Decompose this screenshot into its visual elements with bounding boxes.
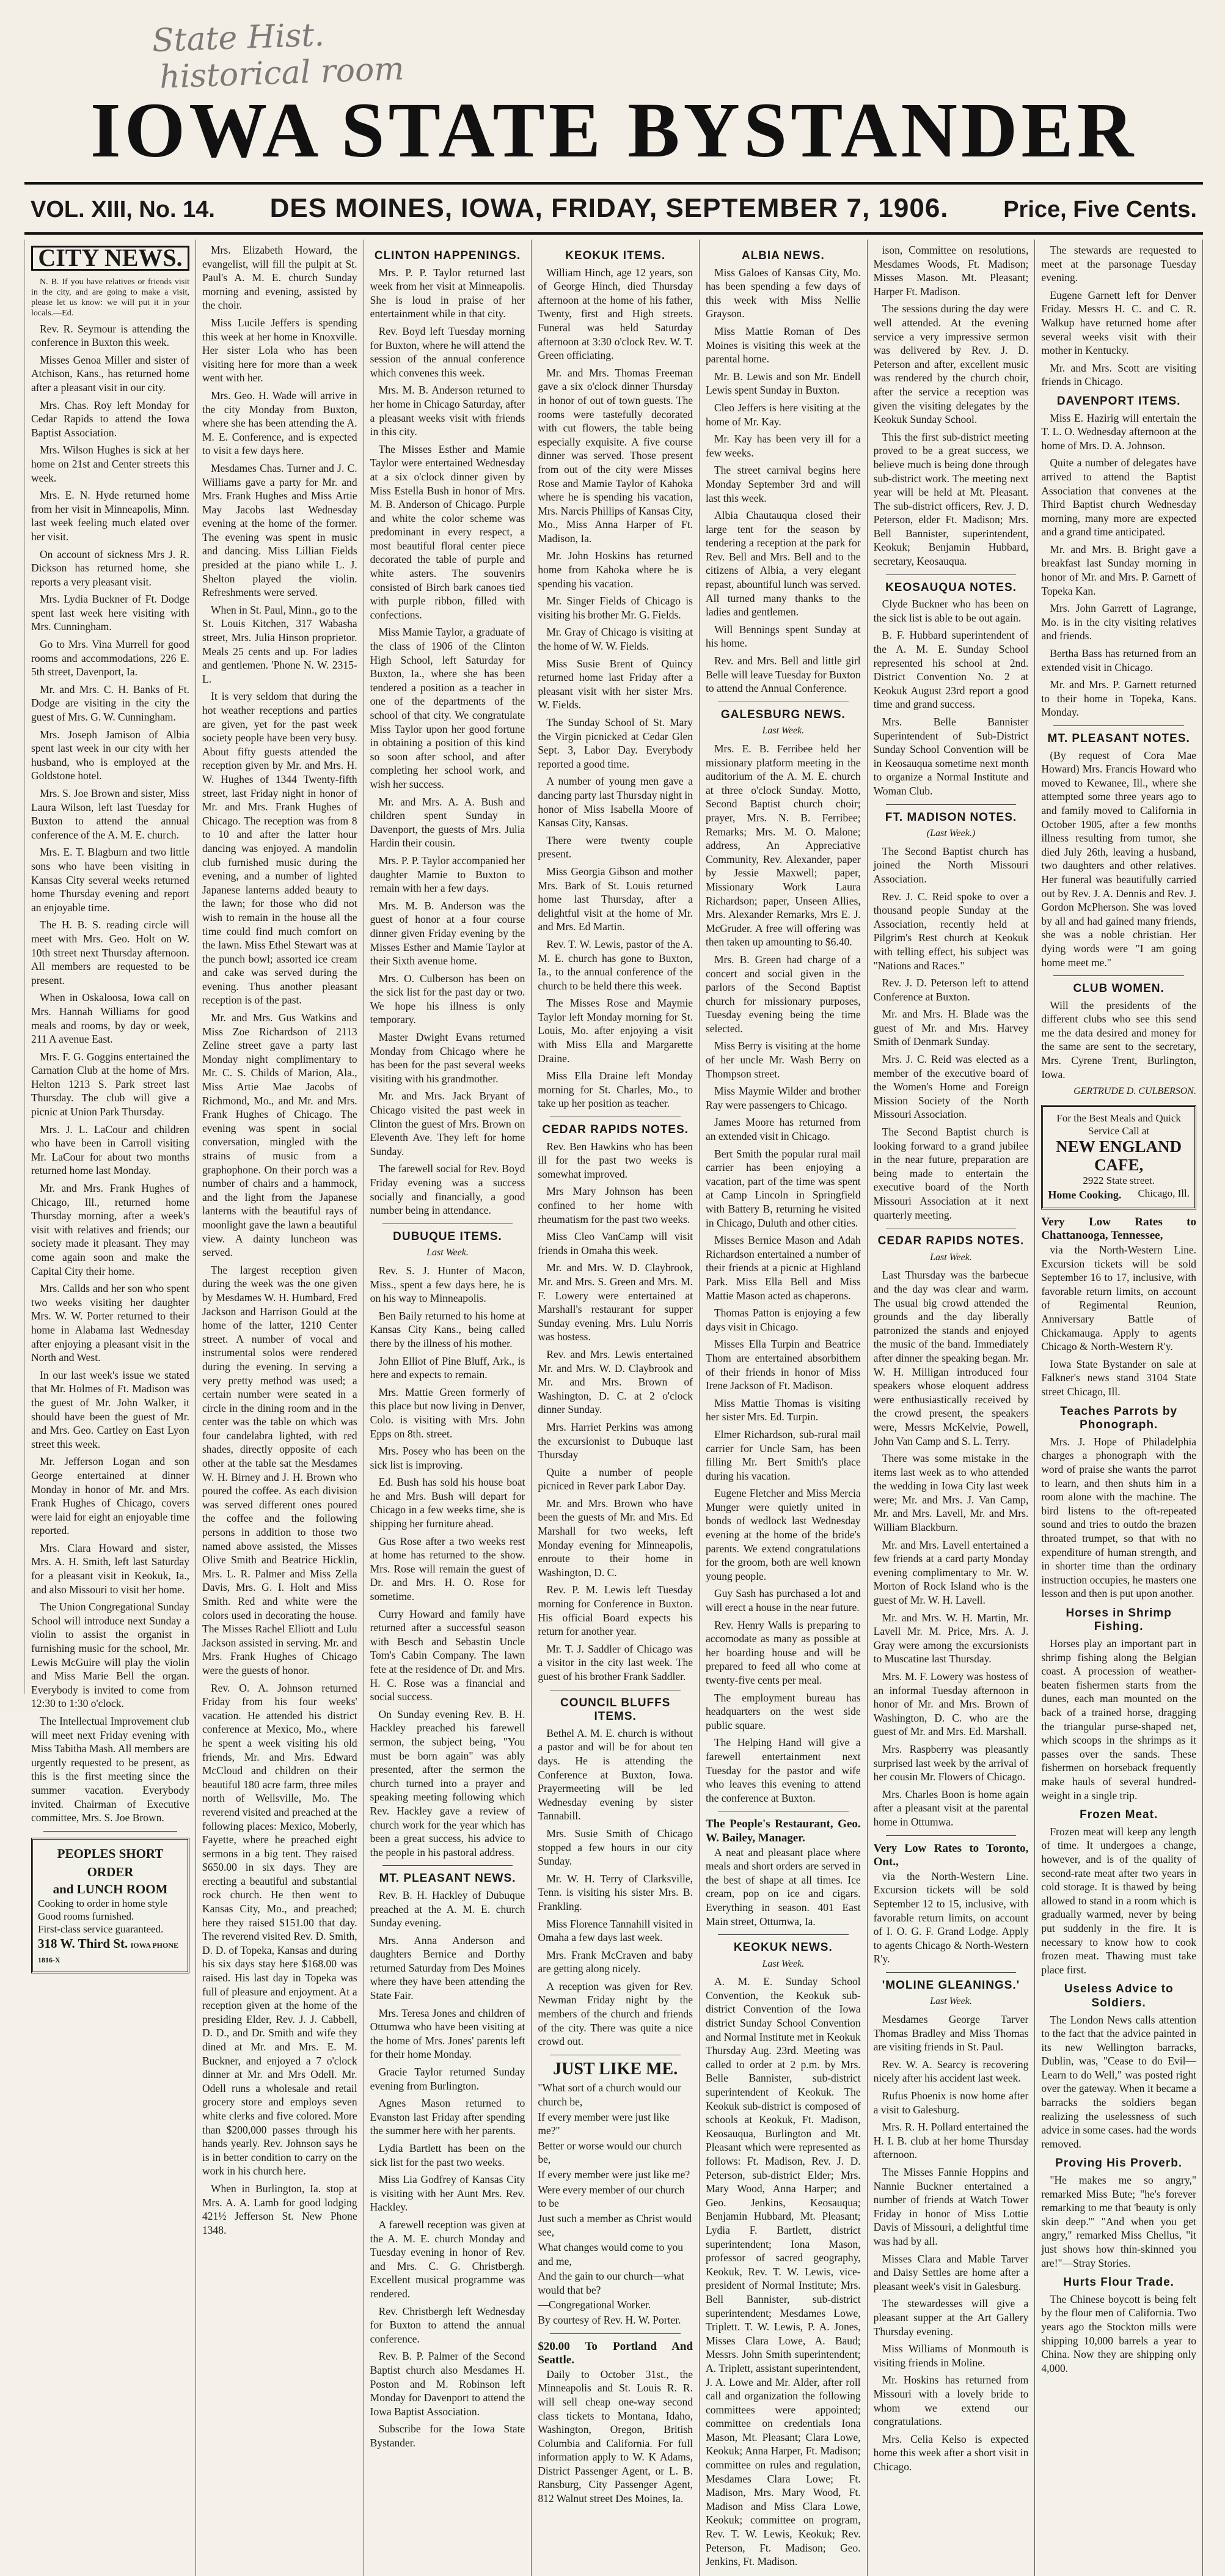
news-item: Rev. B. P. Palmer of the Second Baptist church also Mesdames H. Poston and M. Robinson left Monday for Davenport to attend the Iowa Baptist Association. <box>370 2350 525 2418</box>
dubuque-list <box>370 1264 525 1859</box>
news-item: Will the presidents of the different clubs who see this send me the data desired and money for the same are sent to the secretary, Mrs. Cyrene Trent, Burlington, Iowa. <box>1041 999 1196 1081</box>
club-signature: GERTRUDE D. CULBERSON. <box>1073 1086 1196 1097</box>
news-item: The Misses Esther and Mamie Taylor were entertained Wednesday at a six o'clock dinner given by Miss Estella Bush in honor of Mrs. M. B. Anderson of Chicago. Purple and white the color scheme was predominant in every respect, a most beautiful floral center piece decorated the table of purple and white asters. The souvenirs consisted of Birch bark canoes tied with purple ribbon, filled with confections. <box>370 442 525 621</box>
news-item: Mr. B. Lewis and son Mr. Endell Lewis spent Sunday in Buxton. <box>705 370 861 397</box>
news-item: Mr. Kay has been very ill for a few weeks. <box>705 433 861 459</box>
news-item: Master Dwight Evans returned Monday from Chicago where he has been for the past several weeks visiting with his grandmother. <box>370 1031 525 1085</box>
proverb-text: "He makes me so angry," remarked Miss Bute; "he's forever remarking to me that 'beauty is only skin deep.'" "And when you get angry," remarked Miss Chellus, "it just shows how thin-skinned you are!"—Stray Stories. <box>1041 2174 1196 2269</box>
news-item: The Union Congregational Sunday School will introduce next Sunday a violin to assist the organist in furnishing music for the school, Mr. Lewis McGuire will play the violin and Miss Marie Bell the organ. Everybody is invited to come from 12:30 to 1:30 o'clock. <box>31 1601 189 1710</box>
news-item: Mr. and Mrs. W. D. Claybrook, Mr. and Mrs. S. Green and Mrs. M. F. Lowery were entertained at Marshall's restaurant for supper Sunday evening. Mrs. Lulu Norris was hostess. <box>538 1261 693 1343</box>
news-item: Miss Mattie Roman of Des Moines is visiting this week at the parental home. <box>705 325 861 365</box>
news-item: And the gain to our church—what would that be? <box>538 2270 684 2296</box>
clinton-list <box>370 266 525 1217</box>
news-item: B. F. Hubbard superintendent of the A. M. E. Sunday School represented his school at 2nd. District Convention No. 2 at Keokuk August 23rd report a good time and grand success. <box>873 629 1029 711</box>
frozen-meat-heading: Frozen Meat. <box>1080 1808 1158 1822</box>
news-item: Go to Mrs. Vina Murrell for good rooms and accommodations, 226 E. 5th street, Davenport, Ia. <box>31 638 189 678</box>
news-item: Rev. Christbergh left Wednesday for Buxton to attend the annual conference. <box>370 2305 525 2345</box>
news-item: Better or worse would our church be, <box>538 2139 682 2166</box>
council-bluffs-heading: COUNCIL BLUFFS ITEMS. <box>560 1696 671 1723</box>
shrimp-heading: Horses in Shrimp Fishing. <box>1066 1606 1172 1634</box>
news-item: Mrs. Geo. H. Wade will arrive in the city Monday from Buxton, where she has been attending the A. M. E. Conference, and is expected to visit a few days here. <box>202 389 357 457</box>
news-item: Rev. J. C. Reid spoke to over a thousand people Sunday at the Association, recently held at Pilgrim's Rest church at Keokuk with telling effect, his subject was "Nations and Races." <box>873 890 1029 972</box>
mt-pleasant-news-list <box>370 1888 525 2450</box>
news-item: Clyde Buckner who has been on the sick list is able to be out again. <box>873 598 1029 624</box>
news-item: ison, Committee on resolutions, Mesdames Woods, Ft. Madison; Misses Mason. Mt. Pleasant; Harper Ft. Madison. <box>873 244 1029 298</box>
news-item: A farewell reception was given at the A. M. E. church Monday and Tuesday evening in honor of Rev. and Mrs. C. G. Christbergh. Excellent musical programme was rendered. <box>370 2218 525 2300</box>
news-item: "What sort of a church would our church be, <box>538 2082 681 2108</box>
news-item: When in Oskaloosa, Iowa call on Mrs. Hannah Williams for good meals and rooms, by day or week, 211 A avenue East. <box>31 991 189 1046</box>
news-item: The stewards are requested to meet at the parsonage Tuesday evening. <box>1041 244 1196 284</box>
handwriting-line-2: historical room <box>159 50 405 96</box>
poem-lines <box>538 2081 693 2327</box>
news-item: This the first sub-district meeting proved to be a great success, we believe much is being done through sub-district work. The meeting next year will be held at Mt. Pleasant. The sub-district officers, Rev. J. D. Peterson, elder Ft. Madison; Mrs. Bell Bannister, superintendent, Keokuk; Benjamin Hubbard, secretary, Keosauqua. <box>873 430 1029 568</box>
divider <box>886 804 1017 805</box>
ad-line-1: PEOPLES SHORT ORDER <box>57 1846 164 1879</box>
news-item: Just such a member as Christ would see, <box>538 2212 692 2239</box>
news-item: The stewardesses will give a pleasant supper at the Art Gallery Thursday evening. <box>873 2297 1029 2338</box>
news-item: Mrs. F. G. Goggins entertained the Carnation Club at the home of Mrs. Helton 1213 S. Park street last Thursday. The club will give a picnic at Union Park Thursday. <box>31 1050 189 1118</box>
news-item: Rev. B. H. Hackley of Dubuque preached at the A. M. E. church Sunday evening. <box>370 1888 525 1929</box>
news-item: Misses Bernice Mason and Adah Richardson entertained a number of their friends at a picnic at Highland Park. Miss Ella Bell and Miss Mattie Mason acted as chaperons. <box>705 1234 861 1302</box>
keokuk-news-subheading: Last Week. <box>762 1958 805 1969</box>
keokuk-news-list <box>706 1975 861 2569</box>
news-item: Miss Galoes of Kansas City, Mo. has been spending a few days of this week with Miss Nellie Grayson. <box>705 266 861 320</box>
place-and-date: DES MOINES, IOWA, FRIDAY, SEPTEMBER 7, 1906. <box>269 193 949 223</box>
news-item: Ben Baily returned to his home at Kansas City Kans., being called there by the illness of his mother. <box>370 1309 525 1349</box>
news-item: Mr. and Mrs. Frank Hughes of Chicago, Ill., returned home Thursday morning, after a week's visit with relatives and friends; our society made it pleasant. They may come again soon and make the Capital City their home. <box>31 1182 189 1277</box>
news-item: Miss Ella Draine left Monday morning for St. Charles, Mo., to take up her position as teacher. <box>538 1070 693 1110</box>
handwritten-annotation <box>152 14 405 96</box>
news-item: Misses Clara and Mable Tarver and Daisy Settles are home after a pleasant week's visit in Galesburg. <box>873 2252 1029 2292</box>
news-item: Mr. Hoskins has returned from Missouri with a lovely bride to whom we extend our congratulations. <box>873 2374 1029 2428</box>
parrots-text: Mrs. J. Hope of Philadelphia charges a phonograph with the word of praise she wants the parrot to learn, and then shuts him in a room alone with the machine. The bird listens to the oft-repeated sound and tries to outdo the brazen throated trumpet, so that with no expenditure of human strength, and in shorter time than the ordinary instruction occupies, he masters one lesson and then is put upon another. <box>1041 1435 1196 1600</box>
news-item: Mrs. Chas. Roy left Monday for Cedar Rapids to attend the Iowa Baptist Association. <box>31 398 189 439</box>
columns-container <box>24 240 1203 2568</box>
news-item: Rev. J. D. Peterson left to attend Conference at Buxton. <box>873 977 1029 1003</box>
cedar-rapids-notes-list <box>874 1268 1029 1829</box>
news-item: Mrs. E. T. Blagburn and two little sons who have been visiting in Kansas City several weeks returned home Thursday evening and report an enjoyable time. <box>31 846 189 914</box>
news-item: Mrs. Lydia Buckner of Ft. Dodge spent last week here visiting with Mrs. Cunningham. <box>31 593 189 633</box>
keokuk-news-heading: KEOKUK NEWS. <box>733 1941 833 1954</box>
news-item: The street carnival begins here Monday September 3rd and will last this week. <box>705 464 861 504</box>
news-item: Mrs. Frank McCraven and baby are getting along nicely. <box>538 1948 693 1975</box>
council-bluffs-list <box>538 1727 693 2049</box>
news-item: Rufus Phoenix is now home after a visit to Galesburg. <box>873 2090 1029 2116</box>
news-item: Mrs. Harriet Perkins was among the excursionist to Dubuque last Thursday <box>538 1420 693 1461</box>
column-7 <box>1035 240 1203 2576</box>
clinton-heading: CLINTON HAPPENINGS. <box>374 249 521 262</box>
news-item: Mrs. M. B. Anderson returned to her home in Chicago Saturday, after a pleasant weeks visit with friends in this city. <box>370 384 525 438</box>
news-item: Albia Chautauqua closed their large tent for the season by tendering a reception at the park for Rev. Bell and Mrs. Bell and to the citizens of Albia, a very elegant repast, abountiful lunch was served. All turned many thanks to the ladies and gentlemen. <box>705 509 861 618</box>
news-item: Mrs. J. C. Reid was elected as a member of the executive board of the Women's Home and Foreign Mission Society of the North Missouri Association. <box>873 1053 1029 1121</box>
news-item: Miss Mamie Taylor, a graduate of the class of 1906 of the Clinton High School, left Saturday for Buxton, Ia., where she has been tendered a position as a teacher in one of the departments of the school of that city. We congratulate Miss Taylor upon her good fortune in obtaining a position of this kind so soon after school, and after completing her school work, and wish her success. <box>370 626 525 790</box>
news-item: Mrs. S. Joe Brown and sister, Miss Laura Wilson, left last Tuesday for Buxton to attend the annual conference of the A. M. E. church. <box>31 787 189 841</box>
news-item: Rev. P. M. Lewis left Tuesday morning for Conference in Buxton. His official Board expects his return for another year. <box>538 1583 693 1638</box>
news-item: Miss Maymie Wilder and brother Ray were passengers to Chicago. <box>705 1085 861 1111</box>
news-item: Mrs. R. H. Pollard entertained the H. I. B. club at her home Thursday afternoon. <box>873 2121 1029 2161</box>
news-item: Elmer Richardson, sub-rural mail carrier for Uncle Sam, has been filling Mr. Bert Smith's place during his vacation. <box>705 1428 861 1482</box>
keokuk-items-list <box>538 266 693 1110</box>
news-item: (By request of Cora Mae Howard) Mrs. Francis Howard who moved to Kewanee, Ill., where she attempted some three years ago to and family moved to California in October 1905, after a few months illness resulting from tumor, she died July 26th, leaving a husband, two daughters and other relatives. Her funeral was beautifully carried out by Rev. J. A. Dennis and Rev. J. Gordon McPherson. She was loved by all and had gained many friends, she was a noble christian. Her dying words were "I am going home meet me." <box>1041 749 1196 969</box>
news-item: Rev. T. W. Lewis, pastor of the A. M. E. church has gone to Buxton, Ia., to the annual conference of the church to be held there this week. <box>538 938 693 992</box>
cedar-rapids-heading: CEDAR RAPIDS NOTES. <box>542 1123 689 1137</box>
news-item: Mr. and Mrs. P. Garnett returned to their home in Topeka, Kans. Monday. <box>1041 678 1196 719</box>
news-item: Lydia Bartlett has been on the sick list for the past two weeks. <box>370 2142 525 2168</box>
news-item: If every member were just like me?" <box>538 2110 670 2137</box>
ad-line-3: Cooking to order in home style <box>38 1897 168 1909</box>
divider <box>886 1972 1017 1973</box>
news-item: Quite a number of delegates have arrived to attend the Baptist Association that convenes at the Third Baptist church Wednesday morning, many more are expected and a grand time anticipated. <box>1041 457 1196 538</box>
chattanooga-rates-text: via the North-Western Line. Excursion tickets will be sold September 16 to 17, inclusive, with favorable return limits, on account of Regimental Reunion, Anniversary Battle of Chickamauga. Apply to agents Chicago & North-Western R'y. <box>1041 1244 1196 1353</box>
news-item: Mrs. J. L. LaCour and children who have been in Carroll visiting Mr. LaCour for about two months returned home last Monday. <box>31 1123 189 1177</box>
news-item: Mesdames George Tarver Thomas Bradley and Miss Thomas are visiting friends in St. Paul. <box>873 2013 1029 2053</box>
news-item: The Misses Rose and Maymie Taylor left Monday morning for St. Louis, Mo. after enjoying a visit with Miss Ella and Margarette Draine. <box>538 997 693 1065</box>
news-item: Mrs. Mattie Green formerly of this place but now living in Denver, Colo. is visiting with Mrs. John Epps on 8th. street. <box>370 1385 525 1440</box>
masthead-title: IOWA STATE BYSTANDER <box>90 87 1138 174</box>
news-item: It is very seldom that during the hot weather receptions and parties are given, yet for the past week society people have been very busy. About fifty guests attended the reception given by Mr. and Mrs. H. W. Hughes of 1344 Twenty-fifth street, last Friday night in honor of Mr. and Mrs. Frank Hughes of Chicago. The reception was from 8 to 10 and after the latter hour dancing was enjoyed. A mandolin club furnished music during the evening, and a number of lighted Japanese lanterns added beauty to the lawn; for those who did not wish to remain in the house all the time could find much comfort on the lawn. Miss Ethel Stewart was at the punch bowl; assorted ice cream and cake was served during the evening. Thus another pleasant reception is of the past. <box>202 690 357 1007</box>
news-item: Miss E. Hazirig will entertain the T. L. O. Wednesday afternoon at the home of Mrs. D. A. Johnson. <box>1041 411 1196 452</box>
news-item: Mr. and Mrs. Jack Bryant of Chicago visited the past week in Clinton the guest of Mrs. Brown on Eleventh Ave. They left for home Sunday. <box>370 1090 525 1158</box>
flour-text: The Chinese boycott is being felt by the flour men of California. Two years ago the Stockton mills were shipping 10,000 barrels a year to China. Now they are shipping only 4,000. <box>1041 2292 1196 2374</box>
keosauqua-heading: KEOSAUQUA NOTES. <box>885 581 1017 594</box>
news-item: The Misses Fannie Hoppins and Nannie Buckner entertained a number of friends at Watch Tower Friday in honor of Miss Lottie Davis of Missouri, a delightful time was had by all. <box>873 2166 1029 2247</box>
news-item: Miss Susie Brent of Quincy returned home last Friday after a pleasant visit with her sister Mrs. W. Fields. <box>538 657 693 711</box>
news-item: Rev. and Mrs. Lewis entertained Mr. and Mrs. W. D. Claybrook and Mr. and Mrs. Brown of Washington, D. C. at 2 o'clock dinner Sunday. <box>538 1348 693 1416</box>
news-item: Last Thursday was the barbecue and the day was clear and warm. The usual big crowd attended the grounds and the day liberally patronized the stands and enjoyed the music of the band. Immediately after dinner the speaking began. Mr. W. H. Milligan introduced four speakers whose eloquent address were enthusiastically received by the crowd present, the speakers were, Messrs McKelvie, Powell, John Van Camp and S. L. Terry. <box>873 1269 1029 1447</box>
ad-line-4: Good rooms furnished. <box>38 1910 134 1922</box>
news-item: On Sunday evening Rev. B. H. Hackley preached his farewell sermon, the subject being, "You must be born again" was ably presented, after the sermon the church turned into a prayer and speaking meeting following which Rev. Hackley gave a review of church work for the year which has been a great success, his advice to the people in his pastoral address. <box>370 1708 525 1859</box>
news-item: Rev. O. A. Johnson returned Friday from his four weeks' vacation. He attended his district conference at Mexico, Mo., where he spent a week visiting his old friends, Mr. and Mrs. Edward McCloud and children on their beautiful 180 acre farm, three miles north of Wellsville, Mo. The reverend visited and preached at the following places: Mexico, Moberly, Fayette, where he preached eight sermons in a big tent. They raised $650.00 in six days. They are erecting a beautiful and substantial rock church. He then went to Kansas City, Mo., and preached; here they raised $151.00 that day. The reverend visited Rev. D. Smith, D. D. of Topeka, Kansas and during his six days stay here $168.00 was raised. His last day in Topeka was full of pleasure and enjoyment. At a reception given at the home of the presiding Elder, Rev. J. J. Cabbell, D. D., and Dr. Smith and wife they dined at Mr. and Mrs. E. M. Buckner, and enjoyed a 7 o'clock dinner at Mr. and Mrs Odell. Mr. Odell runs a wholesale and retail grocery store and employs seven white clerks and five colored. More than $200,000 passes through his hands yearly. Rev. Johnson says he is in better condition to carry on the work in his church here. <box>202 1681 357 2178</box>
news-item: Quite a number of people picniced in Rever park Labor Day. <box>538 1466 693 1492</box>
news-item: The Second Baptist church has joined the North Missouri Association. <box>873 845 1029 885</box>
divider <box>1053 975 1184 976</box>
news-item: Mr. and Mrs. Gus Watkins and Miss Zoe Richardson of 2113 Zeline street gave a party last Monday night complimentary to Mr. C. S. Childs of Marion, Ala., Miss Artie Mae Jacobs of Richmond, Mo., and Mr. and Mrs. Frank Hughes of Chicago. The evening was spent in social conversation, mingled with the strains of music from a graphophone. On their porch was a number of chairs and a hammock, and the light from the Japanese lanterns with the beautiful rays of moonlight gave the lawn a beautiful view. A dainty luncheon was served. <box>202 1011 357 1259</box>
divider <box>718 1934 849 1935</box>
ft-madison-subheading: (Last Week.) <box>926 828 976 839</box>
news-item: Mrs. M. B. Anderson was the guest of honor at a four course dinner given Friday evening by the Misses Esther and Mamie Taylor at their Sixth avenue home. <box>370 899 525 967</box>
sale-notice: Iowa State Bystander on sale at Falkner's news stand 3104 State street Chicago, Ill. <box>1041 1357 1196 1398</box>
news-item: Miss Williams of Monmouth is visiting friends in Moline. <box>873 2343 1029 2369</box>
news-item: Rev. R. Seymour is attending the conference in Buxton this week. <box>31 322 189 349</box>
news-item: Misses Ella Turpin and Beatrice Thom are entertained absorbithem of their friends in honor of Miss Irene Jackson of Ft. Madison. <box>705 1338 861 1392</box>
proverb-heading: Proving His Proverb. <box>1055 2157 1183 2170</box>
ad-line-6: 318 W. Third St. <box>38 1936 128 1951</box>
news-item: Rev. Boyd left Tuesday morning for Buxton, where he will attend the session of the annual conference which convenes this week. <box>370 325 525 379</box>
news-item: Were every member of our church to be <box>538 2183 685 2210</box>
news-item: Mr. and Mrs. Thomas Freeman gave a six o'clock dinner Thursday in honor of out of town guests. The rooms were tastefully decorated with cut flowers, the table being especially exquisite. A five course dinner was served. Those present from out of the city were Misses Rose and Mamie Taylor of Kahoka where he is spending his vacation, Mrs. Narcis Phillips of Kansas City, Mo., Miss Anna Harper of Ft. Madison, Ia. <box>538 366 693 545</box>
news-item: Mr. and Mrs. Lavell entertained a few friends at a card party Monday evening complimentary to Mr. W. Morton of Rock Island who is the guest of Mr. W. H. Lavell. <box>873 1538 1029 1607</box>
news-item: Mrs. E. N. Hyde returned home from her visit in Minneapolis, Minn. last week feeling much elated over her visit. <box>31 489 189 543</box>
ad-line-5: First-class service guaranteed. <box>38 1923 164 1935</box>
divider <box>43 1831 177 1832</box>
editor-notice: N. B. If you have relatives or friends visit in the city, and are going to make a visit, please let us know: we will put it in your locals.—Ed. <box>31 277 189 318</box>
news-item: Misses Genoa Miller and sister of Atchison, Kans., has returned home after a pleasant visit in our city. <box>31 353 189 394</box>
news-item: Gracie Taylor returned Sunday evening from Burlington. <box>370 2066 525 2092</box>
news-item: By courtesy of Rev. H. W. Porter. <box>538 2313 681 2326</box>
news-item: Mr. and Mrs. H. Blade was the guest of Mr. and Mrs. Harvey Smith of Denmark Sunday. <box>873 1008 1029 1048</box>
dubuque-subheading: Last Week. <box>426 1247 469 1258</box>
new-england-cafe-ad <box>1041 1105 1196 1209</box>
news-item: The sessions during the day were well attended. At the evening service a very impressive sermon was delivered by Rev. J. D. Peterson and after, excellent music was rendered by the church choir, after the service a reception was given the visiting delegates by the Keokuk Sunday School. <box>873 303 1029 426</box>
news-item: A. M. E. Sunday School Convention, the Keokuk sub-district Convention of the Iowa district Sunday School Convention and Normal Institute met in Keokuk Thursday Aug. 23rd. Meeting was called to order at 2 p.m. by Mrs. Belle Bannister, sub-district superintendent of Keokuk. The Keokuk sub-district is composed of schools at Keokuk, Ft. Madison, Keosauqua, Burlington and Mt. Pleasant which were represented as follows: Ft. Madison, Rev. J. D. Peterson, sub-district Elder; Mrs. Mary Wood, Anna Harper; and Geo. Jenkins, Keosauqua; Benjamin Hubbard, Mt. Pleasant; Lydia F. Bartlett, district superintendent; Iona Mason, professor of sacred geography, Keokuk, Rev. T. W. Lewis, vice-president of Normal Institute; Mrs. Bell Bannister, sub-district superintendent; Mesdames Lowe, Triplett. T. W. Lewis, P. A. Jones, Misses Clara Lowe, A. Baud; Messrs. John Smith superintendent; A. Triplett, assistant superintendent, J. A. Lowe and Mr. Alder, after roll call and organization the following committees were appointed; committee on credentials Iona Mason, Mt. Pleasant; Clara Lowe, Keokuk; Anna Harper, Ft. Madison; committee on rules and regulation, Mesdames Clara Lowe; Ft. Madison, Mrs. Mary Wood, Ft. Madison and Miss Clara Lowe, Keokuk; committee on program, Rev. T. W. Lewis, Keokuk; Rev. Peterson, Ft. Madison; Geo. Jenkins, Ft. Madison. <box>705 1975 861 2568</box>
news-item: The Intellectual Improvement club will meet next Friday evening with Miss Tabitha Mash. All members are urgently requested to be present, as this is the first meeting since the summer vacation. Everybody invited. Chairman of Executive committee, Mrs. S. Joe Brown. <box>31 1715 189 1824</box>
ad-line-2: and LUNCH ROOM <box>53 1881 168 1896</box>
dateline-bar <box>24 182 1203 235</box>
parrots-heading: Teaches Parrots by Phonograph. <box>1060 1404 1178 1432</box>
news-item: Mrs. Raspberry was pleasantly surprised last week by the arrival of her cousin Mr. Flowers of Chicago. <box>873 1742 1029 1783</box>
news-item: —Congregational Worker. <box>538 2299 651 2311</box>
news-item: Thomas Patton is enjoying a few days visit in Chicago. <box>705 1307 861 1333</box>
club-women-heading: CLUB WOMEN. <box>1073 982 1165 996</box>
news-item: Rev. W. A. Searcy is recovering nicely after his accident last week. <box>873 2058 1029 2085</box>
portland-ad-title: $20.00 To Portland And Seattle. <box>538 2339 693 2367</box>
column-6 <box>868 240 1036 2576</box>
soldiers-heading: Useless Advice to Soldiers. <box>1064 1983 1174 2009</box>
keosauqua-list <box>874 597 1029 798</box>
davenport-list <box>1041 411 1196 719</box>
news-item: Miss Lia Godfrey of Kansas City is visiting with her Aunt Mrs. Rev. Hackley. <box>370 2173 525 2214</box>
column-6-top-list <box>874 243 1029 568</box>
news-item: Mrs. John Garrett of Lagrange, Mo. is in the city visiting relatives and friends. <box>1041 602 1196 642</box>
mt-pleasant-notes-heading: MT. PLEASANT NOTES. <box>1047 732 1190 745</box>
news-item: Mrs Mary Johnson has been confined to her home with rheumatism for the past two weeks. <box>538 1185 693 1225</box>
moline-list <box>874 2013 1029 2473</box>
news-item: James Moore has returned from an extended visit in Chicago. <box>705 1116 861 1143</box>
cafe-line-2: NEW ENGLAND CAFE, <box>1056 1137 1182 1174</box>
news-item: Mr. Singer Fields of Chicago is visiting his brother Mr. G. Fields. <box>538 595 693 621</box>
news-item: The H. B. S. reading circle will meet with Mrs. Geo. Holt on W. 10th street next Thursday afternoon. All members are requested to be present. <box>31 919 189 986</box>
news-item: Guy Sash has purchased a lot and will erect a house in the near future. <box>705 1587 861 1614</box>
news-item: Bertha Bass has returned from an extended visit in Chicago. <box>1041 647 1196 673</box>
news-item: When in St. Paul, Minn., go to the St. Louis Kitchen, 317 Wabasha street, Mrs. Julia Hinson proprietor. Meals 25 cents and up. For ladies and gentlemen. 'Phone N. W. 2315-L. <box>202 603 357 685</box>
galesburg-heading: GALESBURG NEWS. <box>720 708 846 721</box>
mt-pleasant-notes-list <box>1041 749 1196 970</box>
news-item: The farewell social for Rev. Boyd Friday evening was a success socially and financially, a good number being in attendance. <box>370 1162 525 1217</box>
news-item: Mrs. M. F. Lowery was hostess of an informal Tuesday afternoon in honor of Mr. and Mrs. Brown of Washington, D. C. who are the guest of Mr. and Mrs. Ed. Marshall. <box>873 1670 1029 1738</box>
news-item: There was some mistake in the items last week as to who attended the wedding in Iowa City last week were; Mr. and Mrs. J. Van Camp, Mr. and Mrs. Lavell, Mr. and Mrs. William Blackburn. <box>873 1452 1029 1534</box>
news-item: Rev. Ben Hawkins who has been ill for the past two weeks is somewhat improved. <box>538 1140 693 1180</box>
news-item: If every member were just like me? <box>538 2168 690 2181</box>
mt-pleasant-news-heading: MT. PLEASANT NEWS. <box>379 1872 516 1885</box>
news-item: The employment bureau has headquarters on the west side public square. <box>705 1691 861 1731</box>
cedar-rapids-notes-subheading: Last Week. <box>930 1252 972 1263</box>
news-item: Miss Florence Tannahill visited in Omaha a few days last week. <box>538 1917 693 1944</box>
news-item: Subscribe for the Iowa State Bystander. <box>370 2423 525 2449</box>
news-item: Mr. and Mrs. A. A. Bush and children spent Sunday in Davenport, the guests of Mrs. Julia Hardin their cousin. <box>370 795 525 849</box>
news-item: Mrs. Posey who has been on the sick list is improving. <box>370 1445 525 1471</box>
column-2 <box>196 240 364 2576</box>
cafe-line-3: 2922 State street. <box>1083 1174 1155 1186</box>
news-item: Mrs. Anna Anderson and daughters Bernice and Dorthy returned Saturday from Des Moines where they have been attending the State Fair. <box>370 1934 525 2002</box>
column-3 <box>364 240 532 2576</box>
news-item: Gus Rose after a two weeks rest at home has returned to the show. Mrs. Rose will remain the guest of Dr. and Mrs. H. O. Rose for sometime. <box>370 1535 525 1603</box>
ft-madison-heading: FT. MADISON NOTES. <box>885 810 1017 824</box>
news-item: Mrs. E. B. Ferribee held her missionary platform meeting in the auditorium of the A. M. E. church at three o'clock Sunday. Motto, Second Baptist church choir; prayer, Mrs. N. B. Ferribee; Remarks; Mrs. M. O. Malone; address, An Appreciative Community, Rev. Alexander, paper by Jessie Maxwell; paper, Missionary Work Laura Richardson; paper, Unseen Allies, Mrs. Alexander Remarks, Mrs E. J. McGruder. A free will offering was then taken up amounting to $6.40. <box>705 743 861 949</box>
news-item: Rev. and Mrs. Bell and little girl Belle will leave Tuesday for Buxton to attend the Annual Conference. <box>705 655 861 695</box>
news-item: Mr. W. H. Terry of Clarksville, Tenn. is visiting his sister Mrs. B. Frankling. <box>538 1872 693 1912</box>
news-item: Mrs. Susie Smith of Chicago stopped a few hours in our city Sunday. <box>538 1827 693 1868</box>
news-item: John Elliot of Pine Bluff, Ark., is here and expects to remain. <box>370 1354 525 1381</box>
shrimp-text: Horses play an important part in shrimp fishing along the Belgian coast. A procession of weather-beaten fishermen starts from the dunes, each man mounted on the back of a trained horse, dragging the triangular purse-shaped net, which scoops in the shrimps as it passes over the sands. These fishermen on horseback frequently make hauls of several hundred-weight in a single trip. <box>1041 1637 1196 1802</box>
albia-heading: ALBIA NEWS. <box>741 249 825 262</box>
ft-madison-list <box>874 845 1029 1222</box>
news-item: Miss Georgia Gibson and mother Mrs. Bark of St. Louis returned home last Thursday, after a delightful visit at the home of Mr. and Mrs. Ed Martin. <box>538 865 693 933</box>
news-item: Miss Berry is visiting at the home of her uncle Mr. Wash Berry on Thompson street. <box>705 1040 861 1080</box>
news-item: Rev. S. J. Hunter of Macon, Miss., spent a few days here, he is on his way to Minneapolis. <box>370 1264 525 1305</box>
news-item: Miss Lucile Jeffers is spending this week at her home in Knoxville. Her sister Lola who has been visiting here for more than a week went with her. <box>202 316 357 384</box>
soldiers-text: The London News calls attention to the fact that the advice painted in its new Wellington barracks, Dublin, was, "Cease to do Evil—Learn to do Well," was posted right over the gateway. When it became a barracks the soldiers began realizing the uselessness of such advice in some cases. had the words removed. <box>1041 2013 1196 2150</box>
news-item: Mrs. Belle Bannister Superintendent of Sub-District Sunday School Convention will be in Keosauqua sometime next month to organize a Normal Institute and Woman Club. <box>873 716 1029 797</box>
news-item: Rev. Henry Walls is preparing to accomodate as many as possible at her boarding house and will be prepared to feed all who come at twenty-five cents per meal. <box>705 1618 861 1686</box>
news-item: Mrs. B. Green had charge of a concert and social given in the parlors of the Second Baptist church for missionary purposes, Tuesday evening being the time selected. <box>705 953 861 1035</box>
news-item: In our last week's issue we stated that Mr. Holmes of Ft. Madison was the guest of Mr. John Walker, it should have been the guest of Mr. and Mrs. Geo. Cartley on East Lyon street this week. <box>31 1368 189 1450</box>
news-item: Mr. Gray of Chicago is visiting at the home of W. W. Fields. <box>538 626 693 653</box>
news-item: Mrs. Celia Kelso is expected home this week after a short visit in Chicago. <box>873 2432 1029 2473</box>
news-item: Mesdames Chas. Turner and J. C. Williams gave a party for Mr. and Mrs. Frank Hughes and Miss Artie May Jacobs last Wednesday evening at the home of the former. The evening was spent in music and dancing. Miss Lillian Fields presided at the piano while L. J. Shelton played the violin. Refreshments were served. <box>202 461 357 599</box>
moline-subheading: Last Week. <box>930 1996 972 2007</box>
news-item: Cleo Jeffers is here visiting at the home of Mr. Kay. <box>705 401 861 428</box>
toronto-rates-text: via the North-Western Line. Excursion tickets will be sold September 12 to 15, inclusive, with favorable return limits, on account of I. O. G. F. Grand Lodge. Apply to agents Chicago & North-Western R'y. <box>873 1870 1029 1965</box>
news-item: Mr. and Mrs. Brown who have been the guests of Mr. and Mrs. Ed Marshall for two weeks, left Monday evening for Minneapolis, enroute to their home in Washington, D. C. <box>538 1497 693 1579</box>
moline-heading: 'MOLINE GLEANINGS.' <box>882 1978 1020 1992</box>
news-item: Miss Mattie Thomas is visiting her sister Mrs. Ed. Turpin. <box>705 1396 861 1423</box>
column-1 <box>25 240 196 2576</box>
cafe-footer <box>1048 1187 1190 1203</box>
poem-title: JUST LIKE ME. <box>553 2059 678 2079</box>
dubuque-heading: DUBUQUE ITEMS. <box>393 1230 502 1243</box>
news-item: Mrs. Wilson Hughes is sick at her home on 21st and Center streets this week. <box>31 444 189 484</box>
cafe-line-4: Home Cooking. <box>1048 1188 1122 1201</box>
news-item: Mr. and Mrs. C. H. Banks of Ft. Dodge are visiting in the city the guest of Mrs. G. W. Cunningham. <box>31 683 189 724</box>
news-item: Mrs. Charles Boon is home again after a pleasant visit at the parental home in Ottumwa. <box>873 1788 1029 1828</box>
news-item: Bert Smith the popular rural mail carrier has been enjoying a vacation, part of the time was spent at Camp Lincoln in Springfield with Battery B, returning he visited in Chicago, Duluth and other cities. <box>705 1147 861 1229</box>
news-item: Mr. T. J. Saddler of Chicago was a visitor in the city last week. The guest of his brother Frank Saddler. <box>538 1642 693 1682</box>
divider <box>1053 725 1184 726</box>
news-item: Mrs. P. P. Taylor accompanied her daughter Mamie to Buxton to remain with her a few days. <box>370 854 525 895</box>
news-item: Ed. Bush has sold his house boat he and Mrs. Bush will depart for Chicago in a few weeks time, she is shipping her furniture ahead. <box>370 1476 525 1530</box>
city-news-heading: CITY NEWS. <box>31 246 189 271</box>
divider <box>382 1865 513 1866</box>
news-item: There were twenty couple present. <box>538 834 693 861</box>
news-item: The Helping Hand will give a farewell entertainment next Tuesday for the pastor and wife who leaves this evening to attend the conference at Buxton. <box>705 1736 861 1804</box>
news-item: What changes would come to you and me, <box>538 2240 683 2267</box>
news-item: Mrs. O. Culberson has been on the sick list for the past day or two. We hope his illness is only temporary. <box>370 972 525 1026</box>
peoples-lunch-room-ad <box>31 1838 189 1973</box>
albia-list <box>706 266 861 695</box>
keokuk-items-heading: KEOKUK ITEMS. <box>565 249 666 262</box>
news-item: On account of sickness Mrs J. R. Dickson has returned home, she reports a very pleasant visit. <box>31 548 189 588</box>
news-item: Eugene Fletcher and Miss Mercia Munger were quietly united in bonds of wedlock last Wednesday evening at the home of the bride's parents. We extend congratulations for the groom, both are well known young people. <box>705 1487 861 1582</box>
news-item: When in Burlington, Ia. stop at Mrs. A. A. Lamb for good lodging 421½ Jefferson St. New Phone 1348. <box>202 2182 357 2236</box>
news-item: Mrs. Teresa Jones and children of Ottumwa who have been visiting at the home of Mrs. Jones' parents left for their home Monday. <box>370 2006 525 2061</box>
portland-ad-text: Daily to October 31st., the Minneapolis and St. Louis R. R. will sell cheap one-way second class tickets to Montana, Idaho, Washington, Oregon, British Columbia and California. For full information apply to W. K Adams, District Passenger Agent, or L. B. Ransburg, City Passenger Agent, 812 Walnut street Des Moines, Ia. <box>538 2368 693 2505</box>
news-item: Will Bennings spent Sunday at his home. <box>705 623 861 650</box>
cafe-line-1: For the Best Meals and Quick Service Call at <box>1056 1112 1181 1137</box>
news-item: Mrs. Joseph Jamison of Albia spent last week in our city with her husband, who is employed at the Goldstone hotel. <box>31 728 189 782</box>
news-item: Mrs. Elizabeth Howard, the evangelist, will fill the pulpit at St. Paul's A. M. E. church Sunday morning and evening, assisted by the choir. <box>202 244 357 312</box>
cedar-rapids-notes-heading: CEDAR RAPIDS NOTES. <box>877 1235 1025 1248</box>
news-item: A number of young men gave a dancing party last Thursday night in honor of Miss Isabella Moore of Kansas City, Kansas. <box>538 775 693 829</box>
news-item: The largest reception given during the week was the one given by Mesdames W. H. Humbard, Fred Jackson and Harrison Gould at the home of the latter, 1210 Center street. A number of vocal and instrumental solos were rendered during the evening. In serving a very pretty method was used; a certain number were seated in a circle in the dining room and in the center was the table on which was four candelabra lighted, with red shades, directly opposite of each other at the table sat the Mesdames W. H. Birney and J. H. Brown who poured the coffee. As each division was served different ones poured the coffee and the following persons in addition to those two named above assisted, the Misses Olive Smith and Beatrice Hicklin, Mrs. L. R. Palmer and Miss Zella Davis, Mrs. G. I. Holt and Miss Smith. Red and white were the colors used in decorating the house. The Misses Rachel Elliott and Lulu Jackson assisted in serving. Mr. and Mrs. Frank Hughes of Chicago were the guests of honor. <box>202 1263 357 1676</box>
news-item: Bethel A. M. E. church is without a pastor and will be for about ten days. He is attending the Conference at Buxton, Iowa. Prayermeeting will be led Wednesday evening by sister Tannabill. <box>538 1727 693 1822</box>
news-item: Mr. John Hoskins has returned home from Kahoka where he is spending his vacation. <box>538 549 693 590</box>
news-item: Mrs. Clara Howard and sister, Mrs. A. H. Smith, left last Saturday for a pleasant visit in Keokuk, Ia., and also Missouri to visit her home. <box>31 1541 189 1596</box>
flour-heading: Hurts Flour Trade. <box>1063 2276 1174 2289</box>
divider <box>886 574 1017 575</box>
chattanooga-rates-title: Very Low Rates to Chattanooga, Tennessee, <box>1041 1215 1196 1242</box>
news-item: The Sunday School of St. Mary the Virgin picnicked at Cedar Glen Sept. 3, Labor Day. Everybody reported a good time. <box>538 716 693 770</box>
news-item: Mr. and Mrs. W. H. Martin, Mr. Lavell Mr. M. Price, Mrs. A. J. Gray were among the excursionists to Muscatine last Thursday. <box>873 1611 1029 1665</box>
news-item: Mr. and Mrs. B. Bright gave a breakfast last Sunday morning in honor of Mr. and Mrs. P. Garnett of Topeka Kan. <box>1041 543 1196 597</box>
cedar-rapids-list <box>538 1140 693 1684</box>
news-item: William Hinch, age 12 years, son of George Hinch, died Thursday afternoon at the home of his father, Twenty, first and High streets. Funeral was held Saturday afternoon at 3:30 o'clock Rev. W. T. Green officiating. <box>538 266 693 362</box>
divider <box>550 2333 681 2334</box>
frozen-meat-text: Frozen meat will keep any length of time. It undergoes a change, however, and is of the quality of second-rate meat after two years in cold storage. It is thawed by being allowed to stand in a room which is gradually warmed, never by being put suddenly in the fire. It is necessary to know how to cook frozen meat. Thawing must take place first. <box>1041 1825 1196 1976</box>
ad-line-7: IOWA PHONE 1816-X <box>38 1940 178 1964</box>
news-item: Miss Cleo VanCamp will visit friends in Omaha this week. <box>538 1230 693 1257</box>
column-5 <box>700 240 868 2576</box>
restaurant-ad-title: The People's Restaurant, Geo. W. Bailey, Manager. <box>705 1818 861 1844</box>
price: Price, Five Cents. <box>1003 197 1197 222</box>
cafe-line-5: Chicago, Ill. <box>1138 1187 1190 1199</box>
volume-number: VOL. XIII, No. 14. <box>31 197 215 222</box>
news-item: Eugene Garnett left for Denver Friday. Messrs H. C. and C. R. Walkup have returned home after several weeks visit with their mother in Kentucky. <box>1041 288 1196 357</box>
news-item: Mrs. P. P. Taylor returned last week from her visit at Minneapolis. She is loud in praise of her entertainment while in that city. <box>370 266 525 320</box>
galesburg-list <box>706 742 861 1805</box>
news-item: The Second Baptist church is looking forward to a grand jubilee in the near future, preparation are being made to entertain the executive board of the North Missouri Association at it next quarterly meeting. <box>873 1126 1029 1221</box>
handwriting-line-1: State Hist. <box>152 17 325 60</box>
toronto-rates-title: Very Low Rates to Toronto, Ont., <box>873 1841 1029 1869</box>
news-item: A reception was given for Rev. Newman Friday night by the members of the church and friends of the city. There was quite a nice crowd out. <box>538 1980 693 2048</box>
news-item: Mrs. Callds and her son who spent two weeks visiting her daughter Mrs. W. W. Porter returned to their home in Alabama last Wednesday after enjoying a pleasant visit in the North and West. <box>31 1282 189 1364</box>
news-item: Mr. and Mrs. Scott are visiting friends in Chicago. <box>1041 361 1196 388</box>
galesburg-subheading: Last Week. <box>762 725 805 736</box>
divider <box>886 1835 1017 1836</box>
city-news-list <box>31 322 189 1825</box>
column-7-top-list <box>1041 243 1196 389</box>
news-item: Curry Howard and family have returned after a successful season with Besch and Sebastin Uncle Tom's Cabin Company. The lawn fete at the residence of Dr. and Mrs. H. C. Rose was a financial and social success. <box>370 1607 525 1703</box>
column-2-list <box>202 243 357 2237</box>
column-4 <box>532 240 700 2576</box>
club-women-list <box>1041 999 1196 1082</box>
news-item: Agnes Mason returned to Evanston last Friday after spending the summer here with her parents. <box>370 2097 525 2137</box>
news-item: Mr. Jefferson Logan and son George entertained at dinner Monday in honor of Mr. and Mrs. Frank Hughes of Chicago, covers were laid for eight an enjoyable time reported. <box>31 1455 189 1537</box>
davenport-heading: DAVENPORT ITEMS. <box>1056 394 1181 408</box>
restaurant-ad-text: A neat and pleasant place where meals and short orders are served in the best of shape at all times. Ice cream, pop on ice and cigars. Everything in season. 401 East Main street, Ottumwa, Ia. <box>705 1846 861 1928</box>
